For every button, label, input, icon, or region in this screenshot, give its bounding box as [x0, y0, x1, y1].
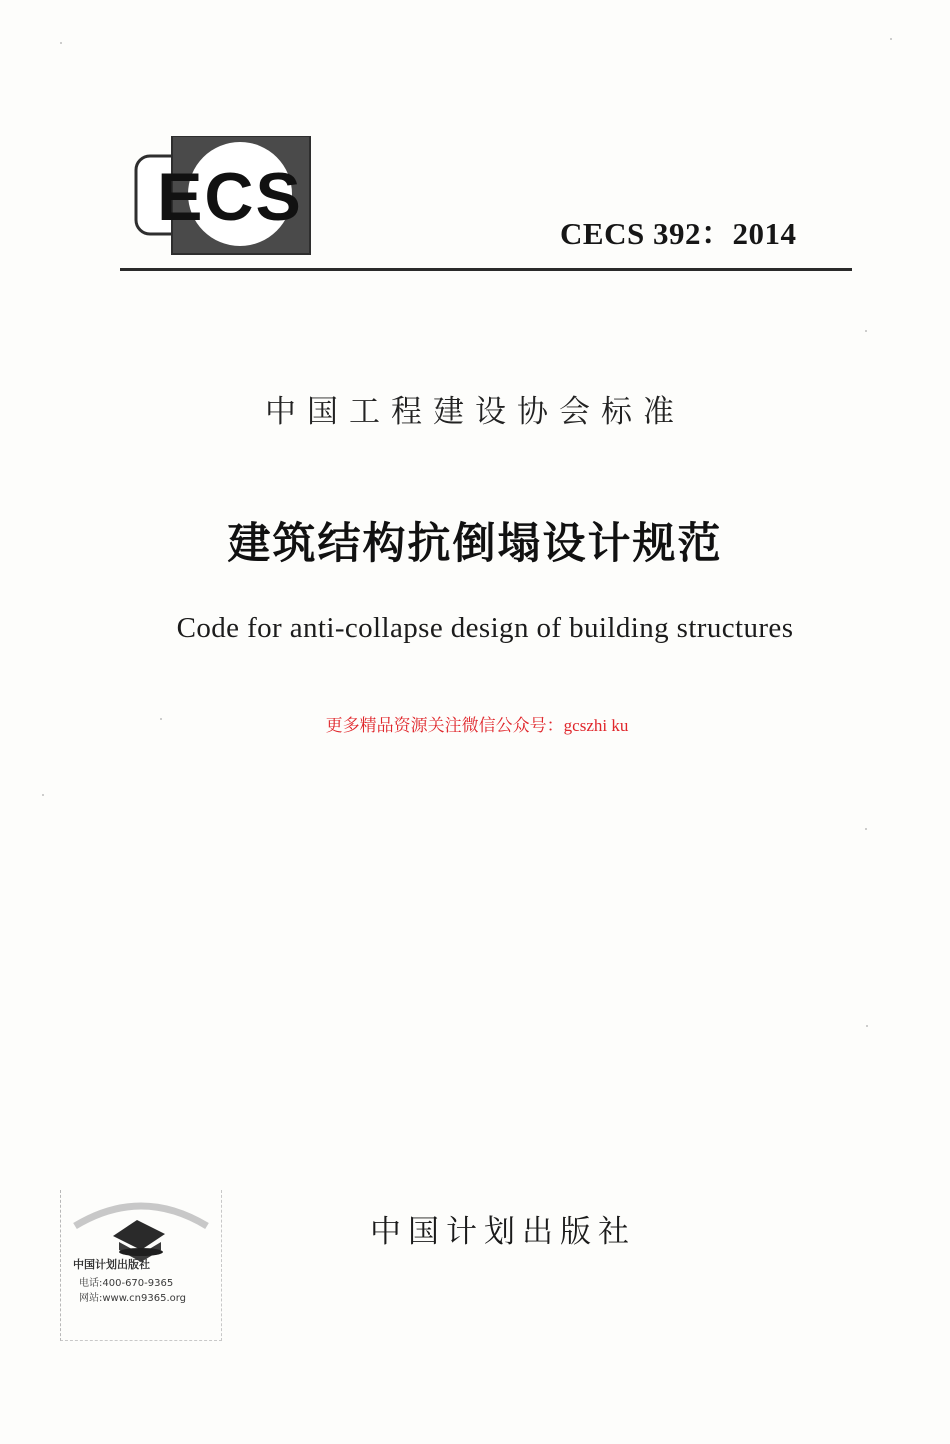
publisher-name: 中国计划出版社 — [370, 1214, 636, 1250]
scan-speck — [42, 794, 44, 796]
anti-counterfeit-stamp-icon — [60, 1190, 222, 1341]
logo-text: ECS — [157, 159, 303, 235]
title-chinese: 建筑结构抗倒塌设计规范 — [227, 519, 723, 569]
standard-code: CECS 392：2014 — [560, 216, 797, 251]
association-line: 中国工程建设协会标准 — [265, 394, 685, 430]
scan-speck — [866, 1025, 868, 1027]
watermark-note: 更多精品资源关注微信公众号：gcszhi ku — [325, 716, 629, 735]
scan-speck — [865, 828, 867, 830]
scan-speck — [890, 38, 892, 40]
stamp-phone: 电话:400-670-9365 — [79, 1278, 174, 1289]
scan-speck — [60, 42, 62, 44]
stamp-publisher: 中国计划出版社 — [73, 1258, 150, 1271]
ecs-logo-icon — [132, 136, 332, 256]
header-divider — [120, 268, 852, 271]
title-english: Code for anti-collapse design of building structures — [176, 612, 794, 644]
scan-speck — [865, 330, 867, 332]
stamp-website: 网站:www.cn9365.org — [79, 1293, 187, 1304]
